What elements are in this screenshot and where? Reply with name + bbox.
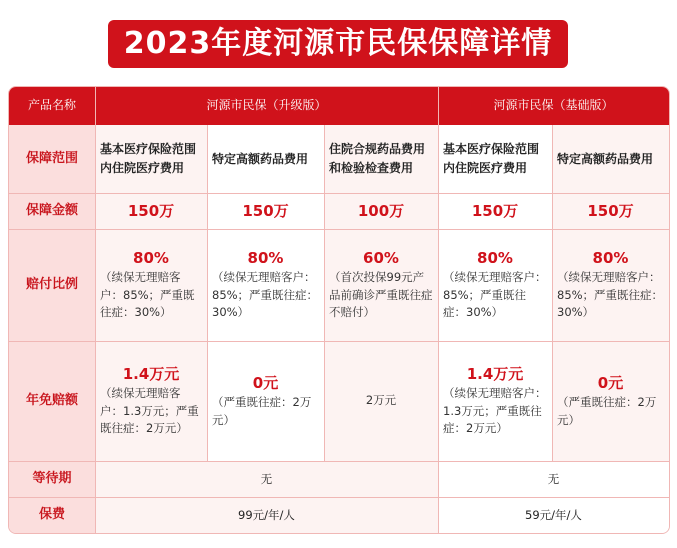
amount-value: 150万 [127,202,175,220]
ratio-main: 80% [133,248,169,267]
scope-text: 特定高额药品费用 [212,151,309,166]
row-label-premium: 保费 [9,497,95,533]
header-upgrade-version: 河源市民保（升级版） [95,87,438,125]
ratio-cell [207,229,324,341]
header-basic-version: 河源市民保（基础版） [438,87,669,125]
grid-line [9,193,669,194]
amount-cell [438,193,552,229]
scope-text: 基本医疗保险范围内住院医疗费用 [100,142,197,175]
deductible-cell [324,341,438,461]
premium-upgrade [95,497,438,533]
deductible-cell [95,341,207,461]
amount-cell [552,193,669,229]
row-label-deductible: 年免赔额 [9,341,95,461]
ratio-main: 80% [592,248,629,267]
ratio-note: （续保无理赔客户：85%；严重既往症：30%） [443,269,547,320]
deductible-cell [207,341,324,461]
deductible-main: 0元 [252,373,279,392]
scope-text: 基本医疗保险范围内住院医疗费用 [443,142,540,175]
ratio-cell [324,229,438,341]
scope-text: 特定高额药品费用 [557,151,654,166]
grid-line [9,497,669,498]
amount-value: 150万 [242,202,289,220]
waiting-basic-value: 无 [547,471,560,486]
premium-basic [438,497,669,533]
deductible-main: 0元 [597,373,624,392]
ratio-cell [552,229,669,341]
waiting-basic [438,461,669,497]
deductible-cell [438,341,552,461]
deductible-note: （续保无理赔客户：1.3万元；严重既往症：2万元） [443,385,547,436]
deductible-note: （严重既往症：2万元） [557,394,657,427]
deductible-main: 1.4万元 [466,364,524,383]
deductible-note: （严重既往症：2万元） [212,394,312,427]
ratio-note: （续保无理赔客户：85%；严重既往症：30%） [557,269,664,320]
ratio-note: （续保无理赔客户：85%；严重既往症：30%） [212,269,319,320]
grid-line [552,125,553,461]
scope-cell [95,125,207,193]
row-label-ratio: 赔付比例 [9,229,95,341]
scope-cell [207,125,324,193]
amount-cell [324,193,438,229]
deductible-note: （续保无理赔客户：1.3万元；严重既往症：2万元） [100,385,199,436]
ratio-main: 80% [477,248,513,267]
amount-value: 100万 [357,202,405,220]
title-area [0,0,677,78]
grid-line [9,461,669,462]
ratio-main: 60% [363,248,399,267]
grid-line [95,87,96,533]
row-label-amount: 保障金额 [9,193,95,229]
ratio-cell [438,229,552,341]
premium-upgrade-value: 99元/年/人 [238,507,295,522]
waiting-upgrade-value: 无 [260,471,273,486]
ratio-cell [95,229,207,341]
scope-cell [552,125,669,193]
row-label-scope: 保障范围 [9,125,95,193]
scope-cell [324,125,438,193]
ratio-main: 80% [247,248,284,267]
grid-line [324,125,325,461]
header-product-label: 产品名称 [9,87,95,125]
amount-cell [207,193,324,229]
amount-cell [95,193,207,229]
grid-line [207,125,208,461]
deductible-note: 2万元 [365,393,397,408]
page-title: 2023年度河源市民保保障详情 [108,20,568,68]
row-label-waiting: 等待期 [9,461,95,497]
deductible-main: 1.4万元 [122,364,180,383]
scope-cell [438,125,552,193]
premium-basic-value: 59元/年/人 [525,507,582,522]
grid-line [9,341,669,342]
grid-line [9,229,669,230]
coverage-table [8,86,670,534]
ratio-note: （首次投保99元产品前确诊严重既往症不赔付） [329,269,433,320]
grid-line [438,87,439,533]
waiting-upgrade [95,461,438,497]
amount-value: 150万 [587,202,634,220]
scope-text: 住院合规药品费用和检验检查费用 [329,142,426,175]
amount-value: 150万 [471,202,519,220]
ratio-note: （续保无理赔客户：85%；严重既往症：30%） [100,269,195,320]
deductible-cell [552,341,669,461]
